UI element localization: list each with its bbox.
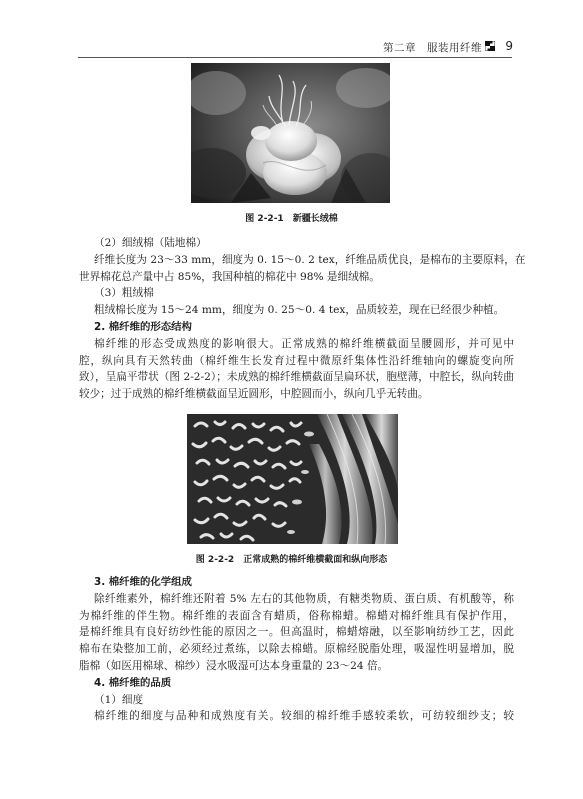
figure-caption-2: 图 2-2-2 正常成熟的棉纤维横截面和纵向形态	[195, 555, 388, 565]
running-header	[0, 38, 583, 58]
paragraph-line: 纤维长度为 23～33 mm，细度为 0. 15～0. 2 tex，纤维品质优良，是棉布的主要原料，在	[94, 253, 526, 266]
section-heading-chemistry: 3. 棉纤维的化学组成	[94, 576, 192, 588]
paragraph-line: 棉纤维的形态受成熟度的影响很大。正常成熟的棉纤维横截面呈腰圆形，并可见中	[94, 337, 514, 350]
body-section-1	[79, 235, 526, 403]
paragraph-line: 是棉纤维具有良好纺纱性能的原因之一。但高温时，棉蜡熔融，以至影响纺纱工艺，因此	[79, 626, 514, 639]
paragraph-line: 粗绒棉长度为 15～24 mm，细度为 0. 25～0. 4 tex，品质较差，现在已经很少种植。	[94, 304, 505, 317]
header-rule	[78, 57, 512, 58]
paragraph-line: 棉布在染整加工前，必须经过煮练，以除去棉蜡。原棉经脱脂处理，吸湿性明显增加，脱	[79, 643, 514, 656]
cotton-boll-photo	[191, 63, 390, 203]
section-heading-quality: 4. 棉纤维的品质	[94, 676, 172, 689]
paragraph-line: 脂棉（如医用棉球、棉纱）浸水吸湿可达本身重量的 23～24 倍。	[79, 659, 389, 672]
paragraph-line: 较少；过于成熟的棉纤维横截面呈近圆形，中腔圆而小，纵向几乎无转曲。	[79, 388, 429, 401]
paragraph-line: 腔，纵向具有天然转曲（棉纤维生长发育过程中微原纤集体性沿纤维轴向的螺旋变向所	[79, 354, 514, 367]
subheading-fineness: （1）细度	[94, 693, 144, 706]
subheading-fine-cotton: （2）细绒棉（陆地棉）	[94, 237, 207, 249]
paragraph-line: 致），呈扁平带状（图 2-2-2）；未成熟的棉纤维横截面呈扁环状，胞壁薄，中腔长，纵向转曲	[79, 371, 514, 384]
figure-caption-1: 图 2-2-1 新疆长绒棉	[245, 214, 338, 224]
chapter-title: 第二章 服装用纤维	[383, 42, 482, 54]
checkerboard-icon	[485, 41, 495, 51]
paragraph-line: 世界棉花总产量中占 85%，我国种植的棉花中 98% 是细绒棉。	[79, 270, 380, 283]
fiber-micrograph-photo	[187, 414, 398, 544]
section-heading-morphology: 2. 棉纤维的形态结构	[94, 320, 192, 333]
paragraph-line: 为棉纤维的伴生物。棉纤维的表面含有蜡质，俗称棉蜡。棉蜡对棉纤维具有保护作用，	[79, 609, 514, 622]
subheading-coarse-cotton: （3）粗绒棉	[94, 287, 154, 300]
body-section-3	[79, 574, 514, 725]
paragraph-line: 除纤维素外，棉纤维还附着 5% 左右的其他物质，有糖类物质、蛋白质、有机酸等，称	[94, 592, 514, 605]
paragraph-line: 棉纤维的细度与品种和成熟度有关。较细的棉纤维手感较柔软，可纺较细纱支；较	[94, 710, 514, 723]
page-number: 9	[505, 39, 513, 53]
